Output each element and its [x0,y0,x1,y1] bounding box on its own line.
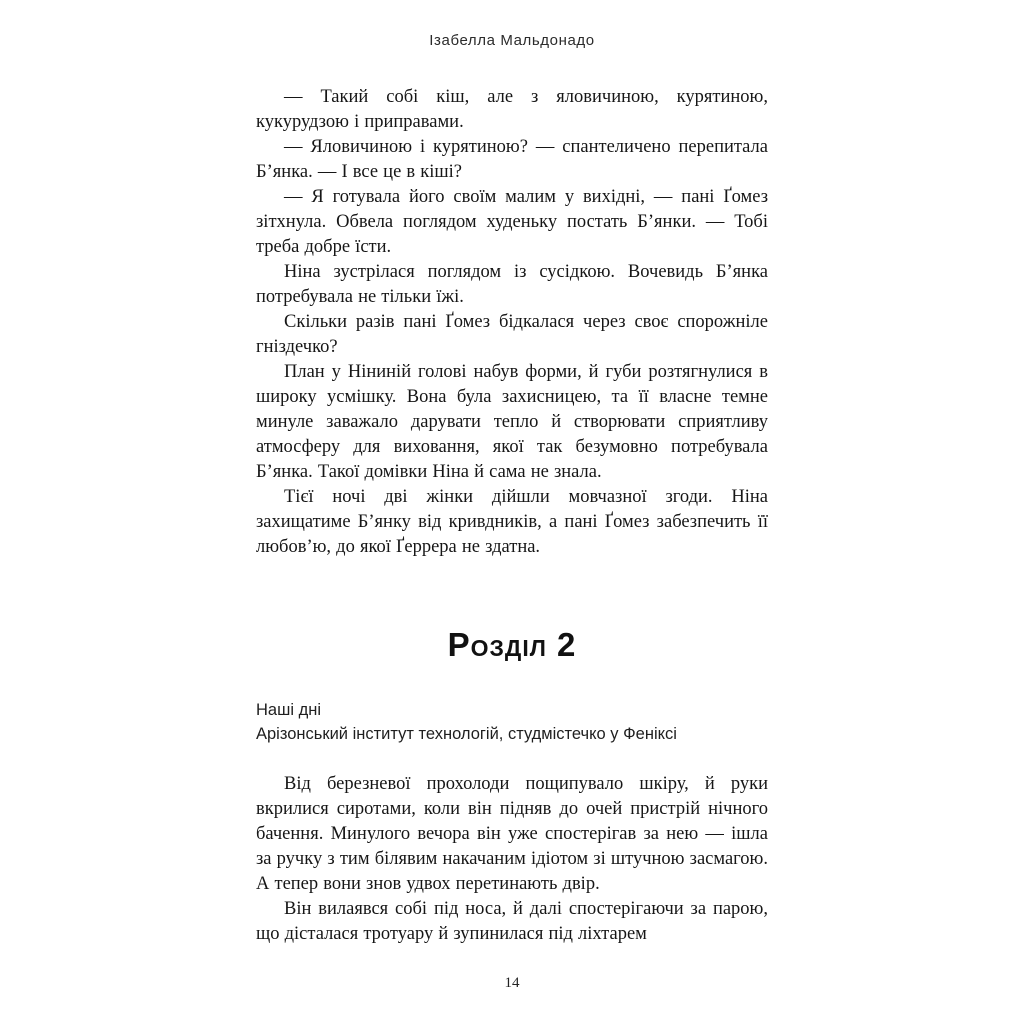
body-paragraph: — Такий собі кіш, але з яловичиною, курятиною, кукурудзою і приправами. [256,87,768,132]
chapter-meta-line: Наші дні [256,701,321,719]
body-paragraph: Від березневої прохолоди пощипувало шкіру, й руки вкрилися сиротами, коли він підняв до очей пристрій нічного бачення. Минулого вечора він уже спостерігав за нею — ішла за ручку з тим білявим накачаним ідіотом зі штучною засмагою. А тепер вони знов удвох перетинають двір. [256,774,768,894]
chapter-meta-line: Арізонський інститут технологій, студмістечко у Феніксі [256,725,677,743]
section-chapter1-end [256,85,768,560]
body-paragraph: Ніна зустрілася поглядом із сусідкою. Вочевидь Б’янка потребувала не тільки їжі. [256,262,768,307]
chapter-title: Розділ 2 [447,626,577,663]
body-paragraph: План у Ніниній голові набув форми, й губи розтягнулися в широку усмішку. Вона була захисницею, та її власне темне минуле заважало дарувати тепло й створювати сприятливу атмосферу для виховання, якої так безумовно потребувала Б’янка. Такої домівки Ніна й сама не знала. [256,362,768,482]
body-paragraph: Тієї ночі дві жінки дійшли мовчазної згоди. Ніна захищатиме Б’янку від кривдників, а пані Ґомез забезпечить її любов’ю, до якої Ґеррера не здатна. [256,487,768,557]
body-paragraph: Він вилаявся собі під носа, й далі спостерігаючи за парою, що дісталася тротуару й зупинилася під ліхтарем [256,899,768,944]
body-paragraph: Скільки разів пані Ґомез бідкалася через своє спорожніле гніздечко? [256,312,768,357]
running-header: Ізабелла Мальдонадо [429,32,595,49]
page-number: 14 [504,975,520,991]
body-paragraph: — Яловичиною і курятиною? — спантеличено перепитала Б’янка. — І все це в кіші? [256,137,768,182]
body-paragraph: — Я готувала його своїм малим у вихідні, — пані Ґомез зітхнула. Обвела поглядом худеньку постать Б’янки. — Тобі треба добре їсти. [256,187,768,257]
section-chapter2-start [256,772,768,947]
chapter-meta [256,698,768,746]
text-column [256,49,768,947]
